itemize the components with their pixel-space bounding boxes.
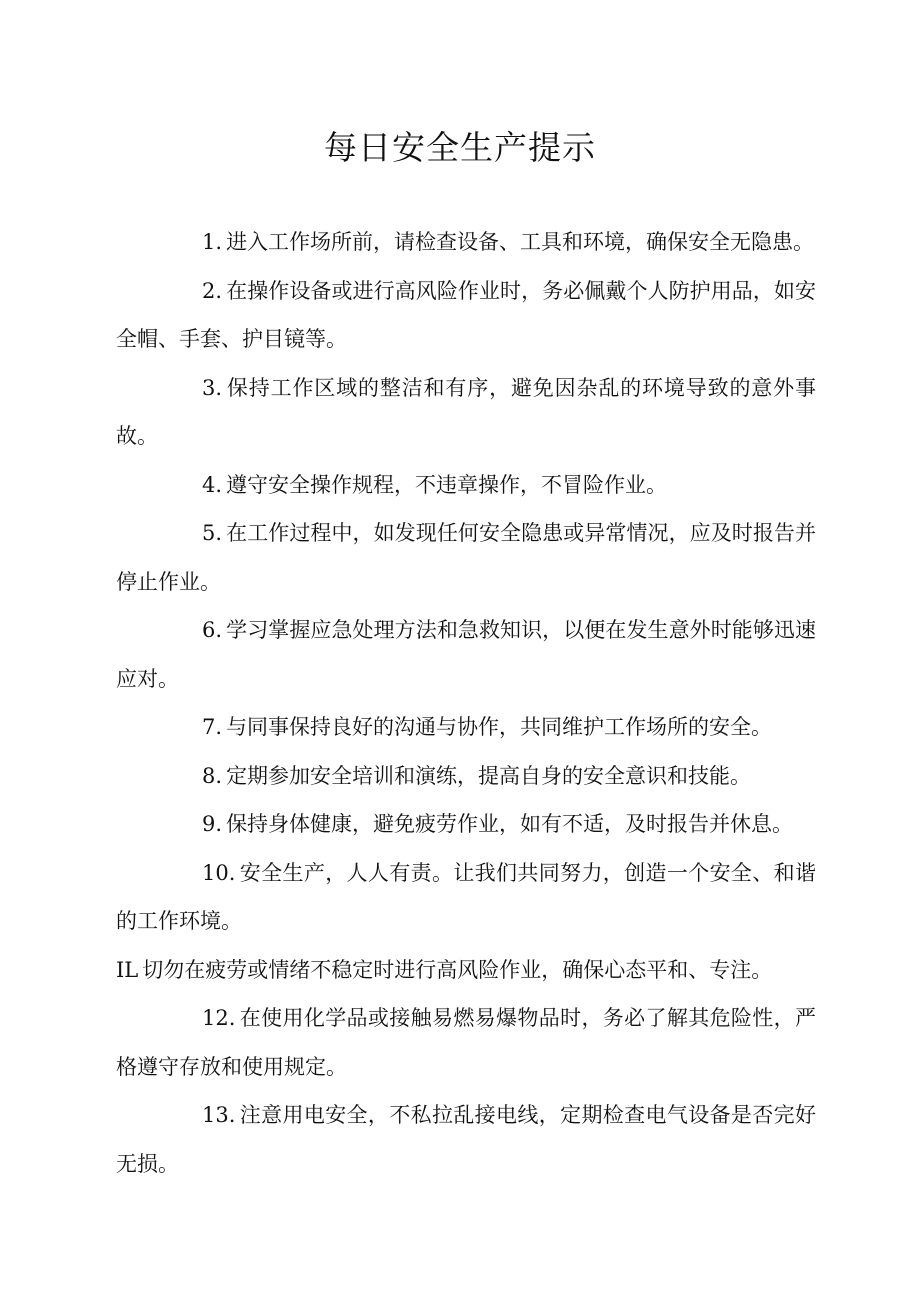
item-separator: . [228,1103,236,1127]
item-text: 保持工作区域的整洁和有序，避免因杂乱的环境导致的意外事故。 [116,375,816,448]
list-item [116,800,816,849]
item-number: 4 [202,472,216,497]
item-separator: . [215,278,223,303]
list-item [116,1091,816,1188]
list-item [116,752,816,801]
item-separator: . [215,230,223,254]
item-text: 安全生产，人人有责。让我们共同努力，创造一个安全、和谐的工作环境。 [116,860,816,933]
document-title: 每日安全生产提示 [324,128,596,167]
item-text: 学习掌握应急处理方法和急救知识，以便在发生意外时能够迅速应对。 [116,618,816,691]
item-number: 10 [202,860,229,885]
item-text: 定期参加安全培训和演练，提高自身的安全意识和技能。 [226,763,752,788]
list-item [116,509,816,606]
item-number: 3 [202,375,216,400]
list-item [116,994,816,1091]
list-item [116,364,816,461]
list-item [116,461,816,510]
tips-list [116,218,816,1188]
item-separator: . [215,618,223,642]
list-item [116,703,816,752]
item-number: 5 [202,521,216,545]
item-number: 9 [202,812,216,836]
item-separator: . [215,763,223,788]
item-separator: . [215,812,223,836]
item-number: 1 [202,230,216,254]
item-number: 2 [202,278,216,303]
item-text: 在操作设备或进行高风险作业时，务必佩戴个人防护用品，如安全帽、手套、护目镜等。 [116,278,816,351]
item-separator: . [215,472,223,497]
item-number: 6 [202,618,216,642]
item-number: 12 [202,1006,229,1030]
item-text: 在使用化学品或接触易燃易爆物品时，务必了解其危险性，严格遵守存放和使用规定。 [116,1006,816,1079]
item-text: 注意用电安全，不私拉乱接电线，定期检查电气设备是否完好无损。 [116,1103,816,1176]
item-number: 7 [202,715,216,739]
list-item [116,849,816,946]
item-text: 与同事保持良好的沟通与协作，共同维护工作场所的安全。 [226,715,773,739]
item-number: 13 [202,1103,229,1127]
item-text: 进入工作场所前，请检查设备、工具和环境，确保安全无隐患。 [226,230,815,254]
item-separator: . [215,375,223,400]
item-number: 8 [202,763,216,788]
item-separator: . [215,715,223,739]
item-text: 切勿在疲劳或情绪不稳定时进行高风险作业，确保心态平和、专注。 [142,957,773,982]
list-item [116,218,816,267]
item-separator: . [228,860,236,885]
item-text: 遵守安全操作规程，不违章操作，不冒险作业。 [226,472,668,497]
item-number: IL [116,957,139,982]
item-text: 在工作过程中，如发现任何安全隐患或异常情况，应及时报告并停止作业。 [116,521,816,594]
item-separator: . [228,1006,236,1030]
list-item [116,946,816,995]
list-item [116,606,816,703]
list-item [116,267,816,364]
item-separator: . [215,521,223,545]
item-text: 保持身体健康，避免疲劳作业，如有不适，及时报告并休息。 [226,812,794,836]
